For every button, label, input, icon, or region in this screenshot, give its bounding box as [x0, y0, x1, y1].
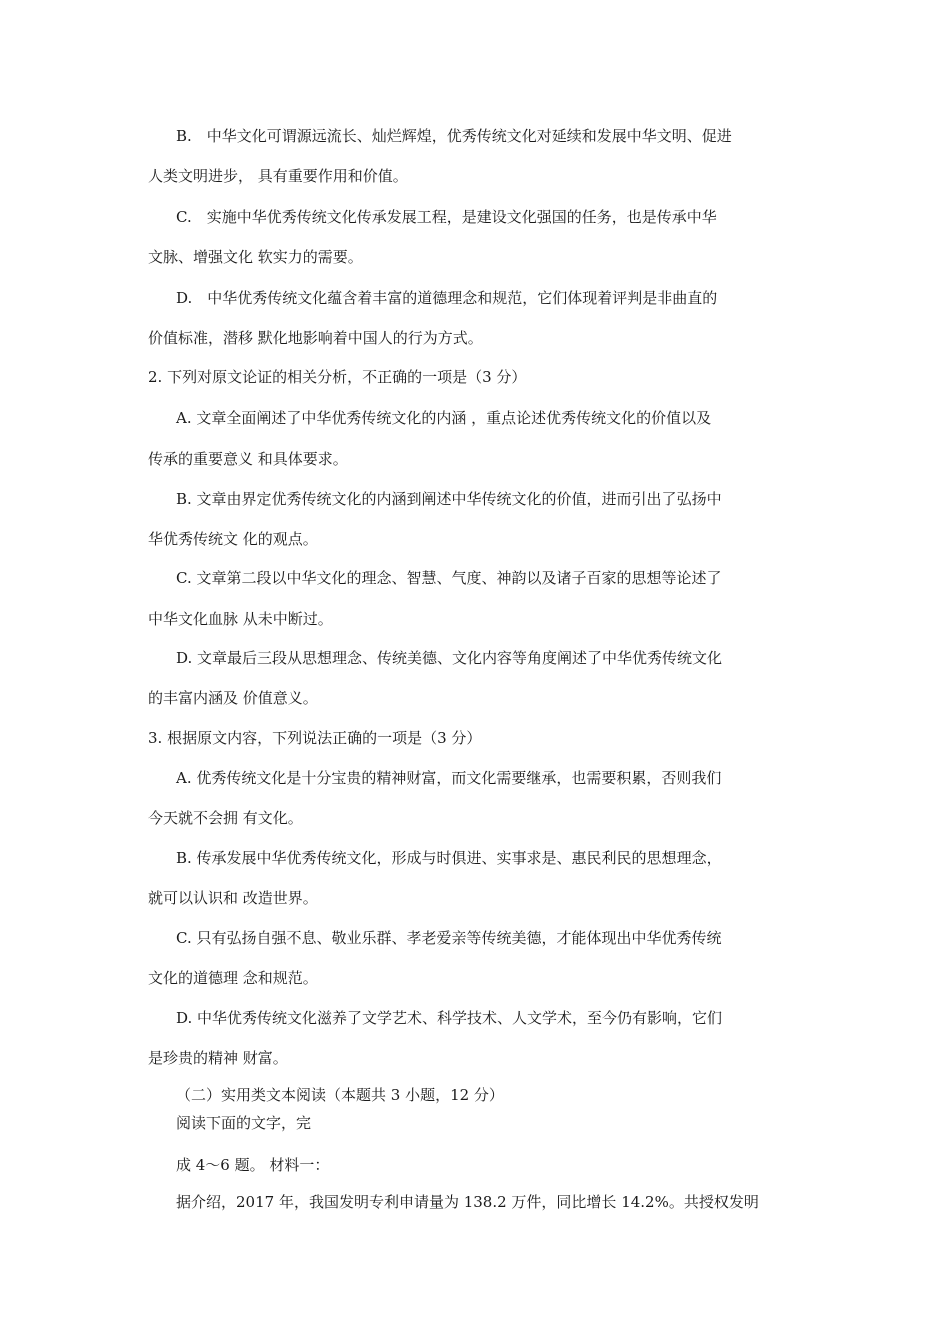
reading-instruction: 阅读下面的文字，完	[176, 1114, 312, 1132]
q1-option-c-cont: 文脉、增强文化 软实力的需要。	[148, 248, 363, 266]
question-3: 3. 根据原文内容，下列说法正确的一项是（3 分）	[148, 729, 482, 747]
q3-option-a-cont: 今天就不会拥 有文化。	[148, 809, 303, 827]
question-2: 2. 下列对原文论证的相关分析，不正确的一项是（3 分）	[148, 368, 527, 386]
section-heading: （二）实用类文本阅读（本题共 3 小题，12 分）	[176, 1086, 504, 1104]
q3-option-b-cont: 就可以认识和 改造世界。	[148, 889, 318, 907]
q2-option-d-cont: 的丰富内涵及 价值意义。	[148, 689, 318, 707]
q1-option-c: C. 实施中华优秀传统文化传承发展工程，是建设文化强国的任务，也是传承中华	[176, 208, 717, 226]
q2-option-a-cont: 传承的重要意义 和具体要求。	[148, 450, 348, 468]
q3-option-c-cont: 文化的道德理 念和规范。	[148, 969, 318, 987]
q3-option-a: A. 优秀传统文化是十分宝贵的精神财富，而文化需要继承，也需要积累，否则我们	[176, 769, 722, 787]
q3-option-b: B. 传承发展中华优秀传统文化，形成与时俱进、实事求是、惠民利民的思想理念，	[176, 849, 722, 867]
q2-option-d: D. 文章最后三段从思想理念、传统美德、文化内容等角度阐述了中华优秀传统文化	[176, 649, 723, 667]
q1-option-d: D. 中华优秀传统文化蕴含着丰富的道德理念和规范，它们体现着评判是非曲直的	[176, 289, 718, 307]
q3-option-d: D. 中华优秀传统文化滋养了文学艺术、科学技术、人文学术，至今仍有影响，它们	[176, 1009, 723, 1027]
q2-option-c-cont: 中华文化血脉 从未中断过。	[148, 610, 333, 628]
material-paragraph: 据介绍，2017 年，我国发明专利申请量为 138.2 万件，同比增长 14.2%。共授权发明	[176, 1193, 759, 1211]
q1-option-d-cont: 价值标准，潜移 默化地影响着中国人的行为方式。	[148, 329, 483, 347]
q2-option-b: B. 文章由界定优秀传统文化的内涵到阐述中华传统文化的价值，进而引出了弘扬中	[176, 490, 722, 508]
q3-option-d-cont: 是珍贵的精神 财富。	[148, 1049, 288, 1067]
q2-option-a: A. 文章全面阐述了中华优秀传统文化的内涵 ，重点论述优秀传统文化的价值以及	[176, 409, 712, 427]
q1-option-b: B. 中华文化可谓源远流长、灿烂辉煌，优秀传统文化对延续和发展中华文明、促进	[176, 127, 732, 145]
reading-instruction-cont: 成 4～6 题。 材料一：	[176, 1156, 330, 1174]
q2-option-c: C. 文章第二段以中华文化的理念、智慧、气度、神韵以及诸子百家的思想等论述了	[176, 569, 722, 587]
q3-option-c: C. 只有弘扬自强不息、敬业乐群、孝老爱亲等传统美德，才能体现出中华优秀传统	[176, 929, 722, 947]
q1-option-b-cont: 人类文明进步， 具有重要作用和价值。	[148, 167, 408, 185]
q2-option-b-cont: 华优秀传统文 化的观点。	[148, 530, 318, 548]
